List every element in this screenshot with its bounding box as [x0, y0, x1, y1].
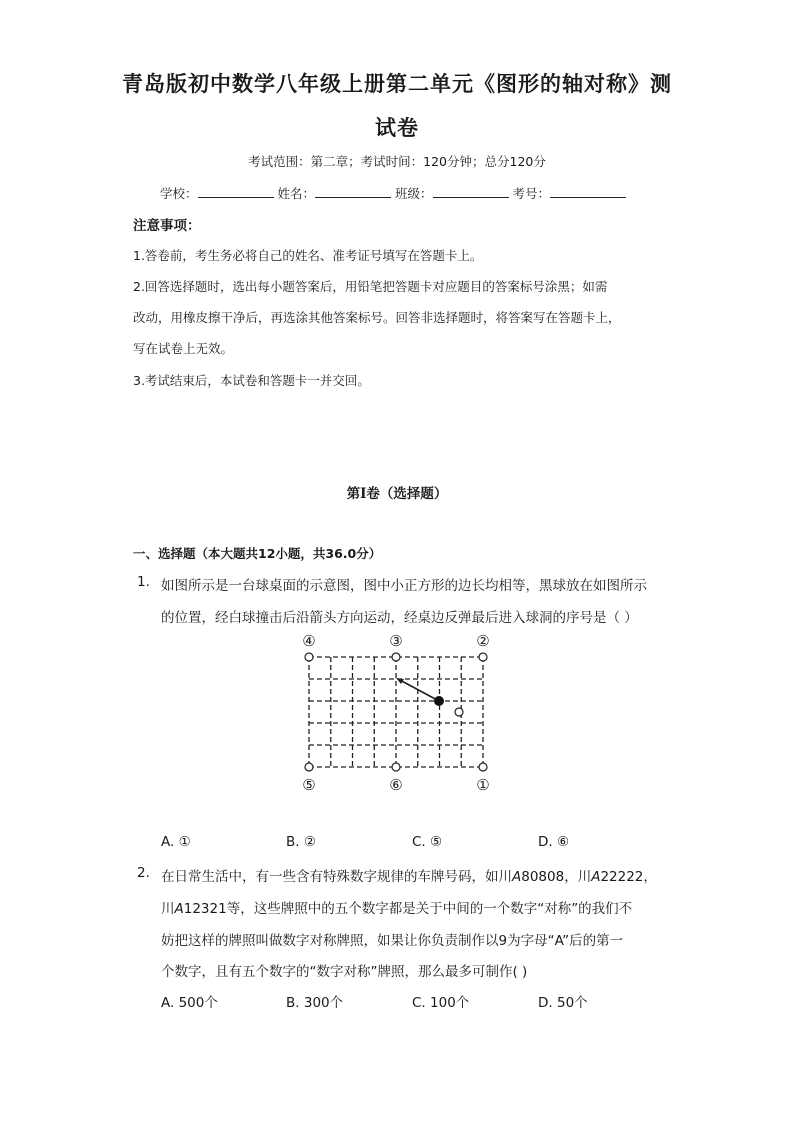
option-value: 500个 [178, 995, 218, 1011]
q2-number: 2. [137, 865, 150, 881]
note-item-2-line3: 写在试卷上无效。 [133, 341, 234, 356]
option-letter: D. [538, 834, 553, 850]
school-label: 学校： [160, 186, 198, 201]
q2-option-c[interactable] [412, 991, 469, 1011]
q2-option-a[interactable] [161, 991, 218, 1011]
q2-text: 80808，川 [521, 869, 592, 885]
option-value: ⑤ [430, 834, 443, 850]
label-pocket-1: ① [476, 776, 490, 794]
q2-text: 22222， [600, 869, 657, 885]
q1-option-d[interactable] [538, 834, 569, 850]
class-label: 班级： [395, 186, 433, 201]
name-label: 姓名： [277, 186, 316, 201]
q2-option-d[interactable] [538, 991, 588, 1011]
part-title: 第I卷（选择题） [346, 486, 448, 502]
pocket-5 [305, 763, 313, 771]
q1-line2: 的位置，经白球撞击后沿箭头方向运动，经桌边反弹最后进入球洞的序号是（ ） [161, 610, 638, 626]
label-pocket-2: ② [476, 632, 490, 650]
q2-line2 [161, 897, 632, 917]
note-item-3: 3.考试结束后，本试卷和答题卡一并交回。 [133, 373, 370, 388]
label-pocket-3: ③ [389, 632, 403, 650]
option-value: ① [178, 834, 191, 850]
option-letter: B. [286, 834, 300, 850]
class-blank[interactable] [433, 185, 509, 198]
q1-option-b[interactable] [286, 834, 316, 850]
q2-option-b[interactable] [286, 991, 343, 1011]
option-value: ⑥ [556, 834, 570, 850]
q2-text: 12321等，这些牌照中的五个数字都是关于中间的一个数字“对称”的我们不 [183, 901, 633, 917]
q2-line3: 妨把这样的牌照叫做数字对称牌照，如果让你负责制作以9为字母“A”后的第一 [161, 933, 624, 949]
q1-option-a[interactable] [161, 834, 191, 850]
notes-heading: 注意事项： [133, 218, 201, 234]
q1-option-c[interactable] [412, 834, 442, 850]
option-letter: D. [538, 995, 553, 1011]
option-value: 100个 [430, 995, 470, 1011]
pocket-4 [305, 653, 313, 661]
school-blank[interactable] [198, 185, 274, 198]
option-letter: B. [286, 995, 300, 1011]
q2-line4: 个数字，且有五个数字的“数字对称”牌照，那么最多可制作( ) [161, 964, 528, 980]
pocket-3 [392, 653, 400, 661]
note-item-1: 1.答卷前，考生务必将自己的姓名、准考证号填写在答题卡上。 [133, 248, 483, 263]
option-letter: C. [412, 834, 426, 850]
option-value: ② [303, 834, 316, 850]
arrow-head [396, 678, 404, 684]
label-pocket-4: ④ [302, 632, 316, 650]
q2-letter-a: A [512, 869, 522, 885]
page-title-line2: 试卷 [375, 115, 419, 140]
black-ball [434, 696, 444, 706]
label-pocket-6: ⑥ [389, 776, 403, 794]
pocket-1 [479, 763, 487, 771]
note-item-2-line2: 改动，用橡皮擦干净后，再选涂其他答案标号。回答非选择题时，将答案写在答题卡上， [133, 310, 621, 325]
q1-number: 1. [137, 574, 150, 590]
page-title-line1: 青岛版初中数学八年级上册第二单元《图形的轴对称》测 [122, 71, 672, 96]
q2-letter-a: A [591, 869, 601, 885]
q2-letter-a: A [174, 901, 184, 917]
section-heading: 一、选择题（本大题共12小题，共36.0分） [133, 546, 382, 561]
option-letter: C. [412, 995, 426, 1011]
option-value: 50个 [556, 995, 588, 1011]
pocket-6 [392, 763, 400, 771]
q1-line1: 如图所示是一台球桌面的示意图，图中小正方形的边长均相等，黑球放在如图所示 [161, 578, 647, 594]
option-letter: A. [161, 995, 175, 1011]
option-letter: A. [161, 834, 175, 850]
white-ball [455, 708, 463, 716]
pocket-2 [479, 653, 487, 661]
option-value: 300个 [303, 995, 344, 1011]
name-blank[interactable] [315, 185, 391, 198]
number-label: 考号： [512, 186, 551, 201]
q2-text: 在日常生活中，有一些含有特殊数字规律的车牌号码，如川 [161, 869, 512, 885]
billiard-table-figure [294, 630, 498, 800]
number-blank[interactable] [550, 185, 626, 198]
arrow-line [398, 679, 439, 701]
q2-text: 川 [161, 901, 175, 917]
exam-scope: 考试范围：第二章；考试时间：120分钟；总分120分 [248, 154, 546, 169]
q2-line1 [161, 865, 657, 885]
note-item-2-line1: 2.回答选择题时，选出每小题答案后，用铅笔把答题卡对应题目的答案标号涂黑；如需 [133, 279, 608, 294]
label-pocket-5: ⑤ [302, 776, 316, 794]
info-fields [160, 184, 626, 202]
